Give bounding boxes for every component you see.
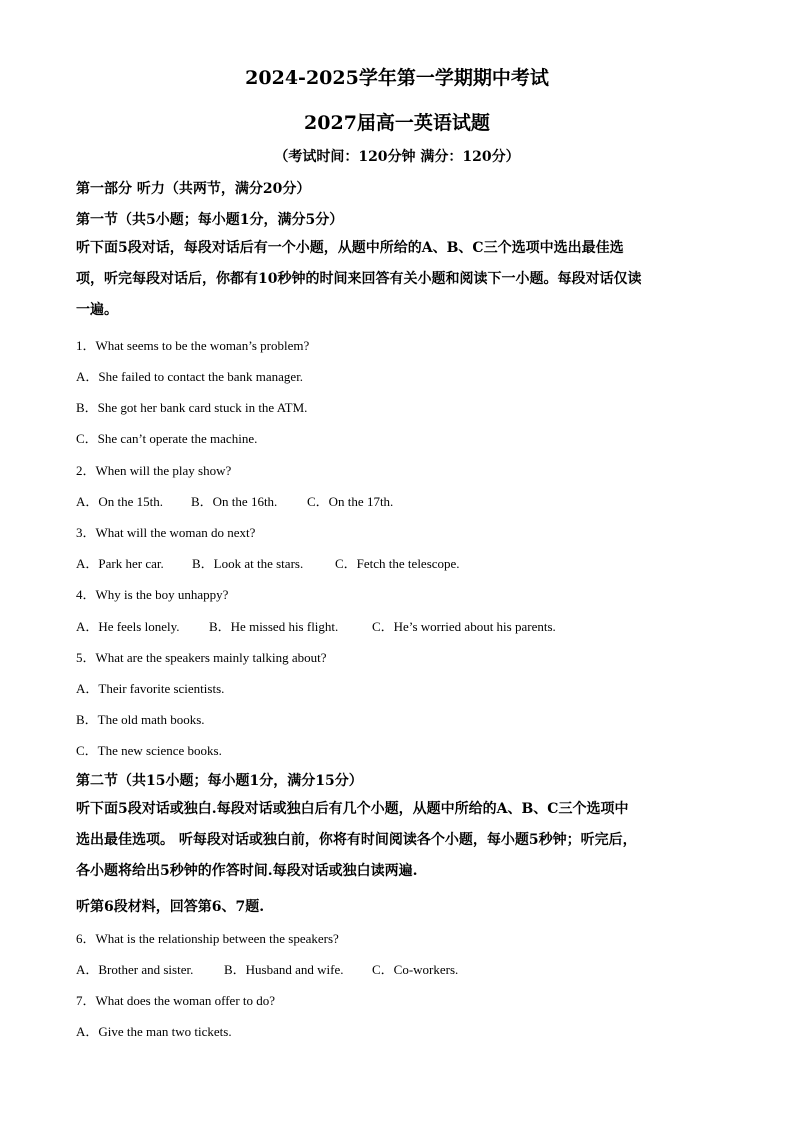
instruction-line: 一遍。 (76, 302, 118, 318)
section1-instructions (76, 233, 726, 326)
option-text: B．The old math books. (76, 712, 205, 727)
exam-info: （考试时间：120分钟 满分：120分） (274, 149, 520, 165)
option-text: C．Fetch the telescope. (335, 556, 460, 571)
option-row (76, 616, 556, 635)
option-text: B．On the 16th. (191, 494, 278, 509)
question-stem: 2．When will the play show? (76, 463, 232, 478)
instruction-line: 选出最佳选项。 听每段对话或独白前，你将有时间阅读各个小题，每小题5秒钟；听完后， (76, 832, 637, 848)
option-text: C．He’s worried about his parents. (372, 619, 556, 634)
option-text: A．Give the man two tickets. (76, 1024, 232, 1039)
option-text: A．Brother and sister. (76, 962, 194, 977)
material-prompt: 听第6段材料，回答第6、7题. (76, 899, 265, 915)
question-stem: 1．What seems to be the woman’s problem? (76, 338, 310, 353)
option-text: B．He missed his flight. (209, 619, 339, 634)
option-text: A．Park her car. (76, 556, 164, 571)
question-stem: 5．What are the speakers mainly talking about? (76, 650, 327, 665)
exam-subtitle: 2027届高一英语试题 (304, 112, 490, 134)
instruction-line: 项，听完每段对话后，你都有10秒钟的时间来回答有关小题和阅读下一小题。每段对话仅读 (76, 271, 642, 287)
instruction-line: 听下面5段对话，每段对话后有一个小题，从题中所给的A、B、C三个选项中选出最佳选 (76, 240, 624, 256)
instruction-line: 听下面5段对话或独白.每段对话或独白后有几个小题，从题中所给的A、B、C三个选项中 (76, 801, 629, 817)
option-row (76, 553, 460, 572)
option-text: A．He feels lonely. (76, 619, 180, 634)
section1-heading: 第一节（共5小题；每小题1分，满分5分） (76, 212, 344, 228)
question-stem: 4．Why is the boy unhappy? (76, 587, 229, 602)
option-text: B．She got her bank card stuck in the ATM. (76, 400, 308, 415)
option-row (76, 491, 393, 510)
section2-heading: 第二节（共15小题；每小题1分，满分15分） (76, 773, 363, 789)
instruction-line: 各小题将给出5秒钟的作答时间.每段对话或独白读两遍. (76, 863, 418, 879)
part1-heading: 第一部分 听力（共两节，满分20分） (76, 181, 311, 197)
option-text: C．She can’t operate the machine. (76, 431, 258, 446)
question-stem: 6．What is the relationship between the speakers? (76, 931, 339, 946)
option-text: C．Co-workers. (372, 962, 459, 977)
section2-instructions (76, 794, 726, 887)
option-text: A．On the 15th. (76, 494, 164, 509)
option-text: A．She failed to contact the bank manager. (76, 369, 304, 384)
option-text: B．Husband and wife. (224, 962, 344, 977)
option-text: A．Their favorite scientists. (76, 681, 225, 696)
option-text: C．The new science books. (76, 743, 222, 758)
option-row (76, 959, 458, 978)
exam-title: 2024-2025学年第一学期期中考试 (245, 67, 549, 89)
option-text: C．On the 17th. (307, 494, 394, 509)
question-stem: 7．What does the woman offer to do? (76, 993, 276, 1008)
option-text: B．Look at the stars. (192, 556, 304, 571)
question-stem: 3．What will the woman do next? (76, 525, 256, 540)
